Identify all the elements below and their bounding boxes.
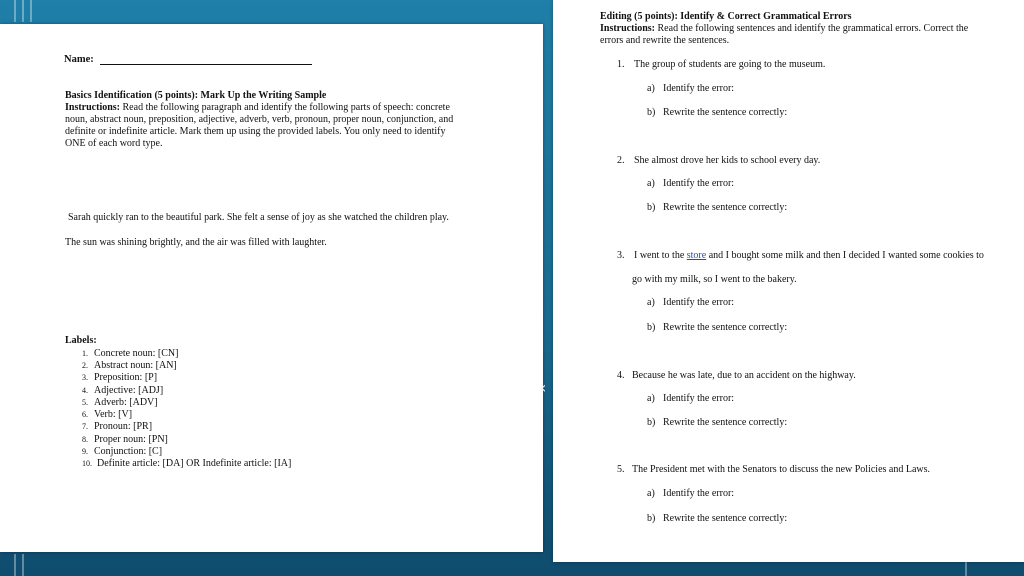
writing-sample-line1: Sarah quickly ran to the beautiful park. She felt a sense of joy as she watched the children play. <box>68 212 449 223</box>
label-item: 5. Adverb: [ADV] <box>82 397 158 408</box>
instructions-label: Instructions: <box>600 23 656 34</box>
writing-sample-line2: The sun was shining brightly, and the air was filled with laughter. <box>65 237 327 248</box>
worksheet-page-right <box>553 0 1024 562</box>
section2-instructions-line1: Instructions: Read the following sentences and identify the grammatical errors. Correct the <box>600 23 969 34</box>
label-item: 1. Concrete noun: [CN] <box>82 348 179 359</box>
decorative-stripe <box>965 562 967 576</box>
label-item: 8. Proper noun: [PN] <box>82 434 168 445</box>
label-item: 2. Abstract noun: [AN] <box>82 360 177 371</box>
rewrite-sentence-prompt: b) Rewrite the sentence correctly: <box>647 513 788 524</box>
section1-instructions-line4: ONE of each word type. <box>65 138 163 149</box>
identify-error-prompt: a) Identify the error: <box>647 393 735 404</box>
question-item-3-continued: go with my milk, so I went to the bakery. <box>632 274 797 285</box>
label-item: 10. Definite article: [DA] OR Indefinite article: [IA] <box>82 458 292 469</box>
worksheet-page-left <box>0 24 543 552</box>
decorative-stripe <box>22 554 24 576</box>
section1-instructions-line2: noun, abstract noun, preposition, adjective, adverb, verb, pronoun, proper noun, conjunction, and <box>65 114 454 125</box>
name-blank-line[interactable] <box>100 64 312 65</box>
labels-title: Labels: <box>65 335 97 346</box>
question-item-1: 1. The group of students are going to the museum. <box>617 59 826 70</box>
identify-error-prompt: a) Identify the error: <box>647 488 735 499</box>
label-item: 3. Preposition: [P] <box>82 372 158 383</box>
instructions-text: Read the following paragraph and identify the following parts of speech: concrete <box>120 102 450 113</box>
label-item: 7. Pronoun: [PR] <box>82 421 153 432</box>
decorative-stripe <box>14 0 16 22</box>
identify-error-prompt: a) Identify the error: <box>647 178 735 189</box>
section1-instructions-line1 <box>65 102 450 114</box>
question-item-3: 3. I went to the store and I bought some milk and then I decided I wanted some cookies to <box>617 250 984 261</box>
section1-title: Basics Identification (5 points): Mark Up the Writing Sample <box>65 90 327 101</box>
rewrite-sentence-prompt: b) Rewrite the sentence correctly: <box>647 202 788 213</box>
decorative-stripe <box>14 554 16 576</box>
decorative-stripe <box>30 0 32 22</box>
question-item-2: 2. She almost drove her kids to school every day. <box>617 155 821 166</box>
rewrite-sentence-prompt: b) Rewrite the sentence correctly: <box>647 322 788 333</box>
name-label: Name: <box>64 54 94 65</box>
instructions-label: Instructions: <box>65 102 121 113</box>
store-link[interactable]: store <box>686 250 707 261</box>
section2-title: Editing (5 points): Identify & Correct Grammatical Errors <box>600 11 852 22</box>
question-item-5: 5. The President met with the Senators to discuss the new Policies and Laws. <box>617 464 931 475</box>
label-item: 9. Conjunction: [C] <box>82 446 163 457</box>
identify-error-prompt: a) Identify the error: <box>647 297 735 308</box>
label-item: 4. Adjective: [ADJ] <box>82 385 164 396</box>
identify-error-prompt: a) Identify the error: <box>647 83 735 94</box>
decorative-stripe <box>22 0 24 22</box>
previous-page-arrow-icon[interactable]: ‹ <box>540 378 547 397</box>
rewrite-sentence-prompt: b) Rewrite the sentence correctly: <box>647 417 788 428</box>
rewrite-sentence-prompt: b) Rewrite the sentence correctly: <box>647 107 788 118</box>
label-item: 6. Verb: [V] <box>82 409 133 420</box>
section2-instructions-line2: errors and rewrite the sentences. <box>600 35 730 46</box>
question-item-4: 4. Because he was late, due to an accident on the highway. <box>617 370 856 381</box>
section1-instructions-line3: definite or indefinite article. Mark them up using the provided labels. You only need to identify <box>65 126 446 137</box>
